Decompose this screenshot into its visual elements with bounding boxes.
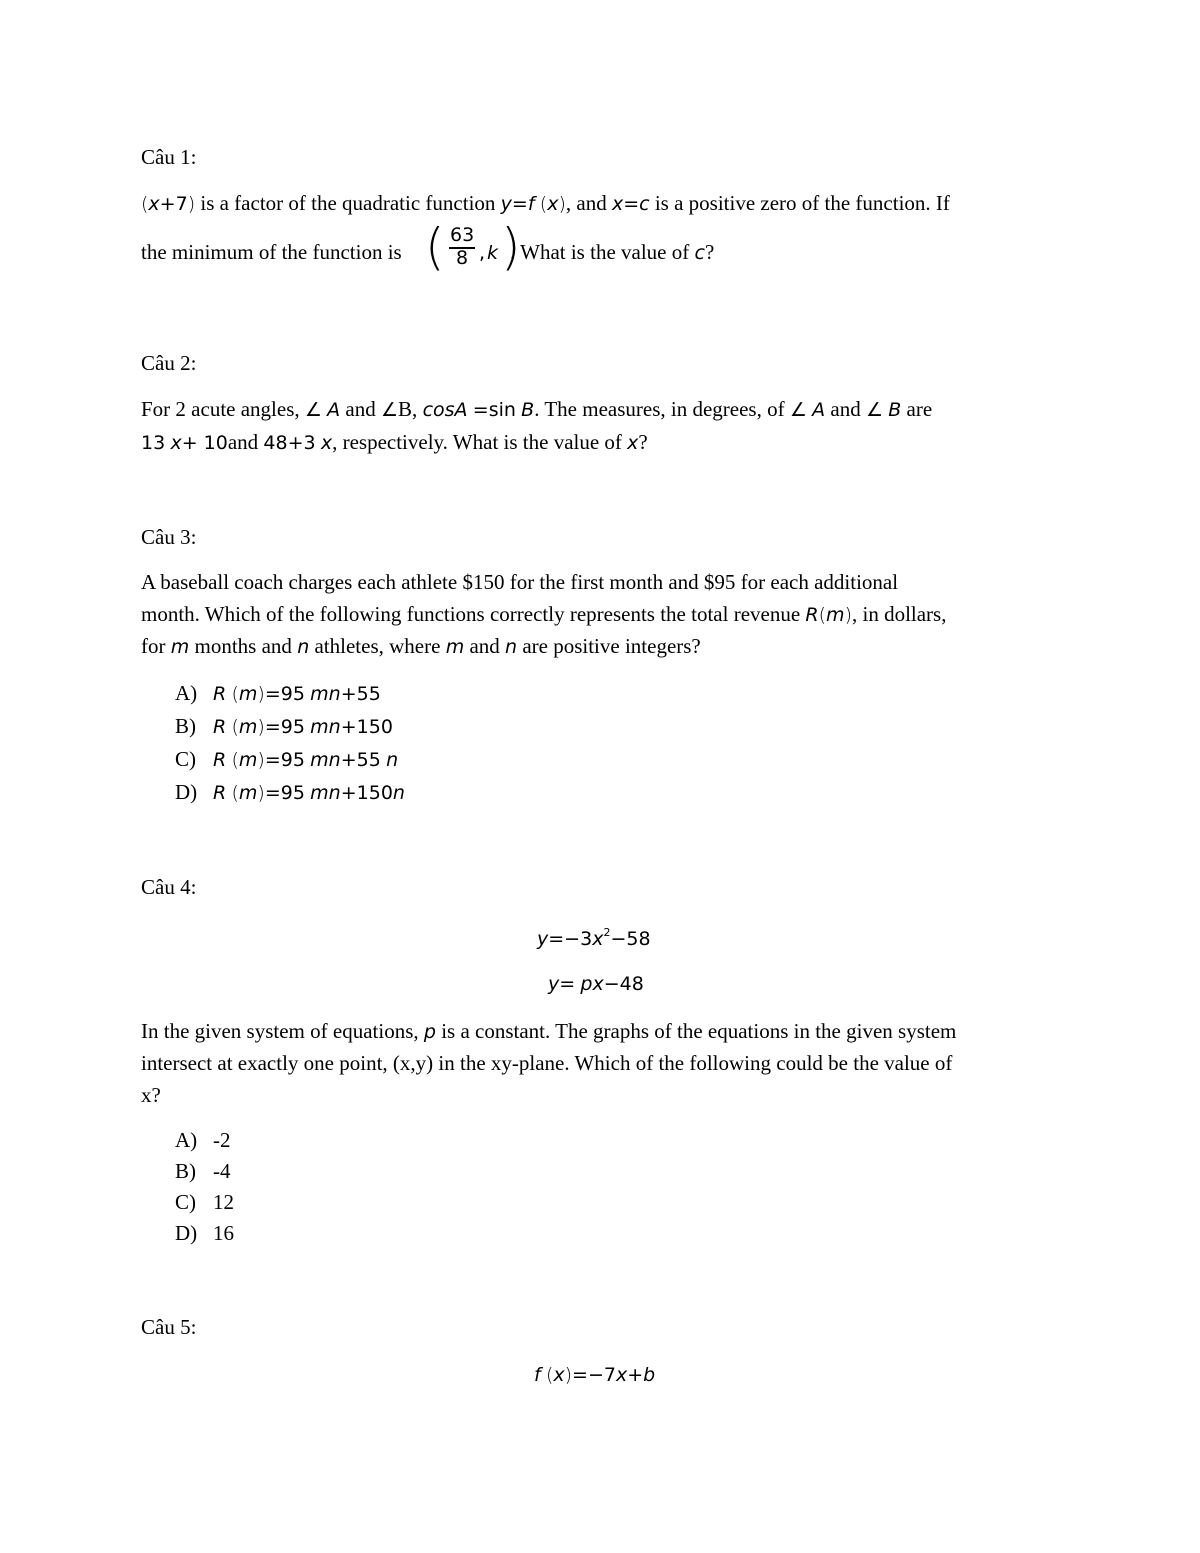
q3-option-close: ) [257,782,265,804]
q3-option-letter: B) [175,714,196,738]
q1-question-mark: ? [704,240,715,264]
q3-option-close: ) [257,749,265,771]
q5-func-f: f [534,1364,541,1386]
q2-angle-a: A [327,399,341,421]
question-5-label: Câu 5: [141,1315,197,1339]
q3-option-const: +150 [340,782,393,804]
q1-equals: = [511,193,528,215]
q3-text-1: month. Which of the following functions correctly represents the total revenue [141,602,801,626]
q3-option-letter: C) [175,747,196,771]
q5-close-paren: ) [564,1364,573,1386]
q4-option-letter: B) [175,1159,196,1183]
q2-and-1: and [345,397,376,421]
q2-angle-a-2: A [812,399,826,421]
q3-option-open: ( [231,716,239,738]
q5-plus: + [627,1364,644,1386]
q4-eq1-y: y [537,928,549,950]
q3-option-mn: mn [310,683,341,705]
q2-angle-symbol-2: ∠ [381,399,399,421]
q3-option-open: ( [231,683,239,705]
q2-var-x: x [627,432,639,454]
q2-expr-plus-10: + 10 [181,432,228,454]
q1-fraction-denominator: 8 [456,246,469,269]
q3-option-n: n [392,782,405,804]
question-3-line-1: A baseball coach charges each athlete $150 for the first month and $95 for each additional [141,570,899,594]
q3-option-b [175,716,393,737]
q2-equals-sin: =sin [472,399,516,421]
q4-option-value: -4 [213,1159,231,1183]
question-2-line-2 [141,432,648,453]
q1-close-paren: ) [187,193,196,215]
question-4-label: Câu 4: [141,875,197,899]
q5-equation [534,1364,655,1385]
q3-option-m: m [238,749,258,771]
q1-var-c: c [639,193,650,215]
q3-text-5: athletes, where [314,634,441,658]
q3-option-mn: mn [310,782,341,804]
q4-option-letter: D) [175,1221,198,1245]
q4-eq2-const: −48 [603,973,644,995]
q2-text-3: are [906,397,933,421]
q4-var-p: p [423,1021,436,1043]
q2-expr-48: 48+3 [263,432,316,454]
q2-expr-x2: x [320,432,333,454]
q2-angle-b: B, [398,397,418,421]
q3-option-open: ( [231,782,239,804]
q1-var-x2: x [611,193,624,215]
q3-option-m: m [238,683,258,705]
q4-option-c [175,1192,234,1213]
q5-var-x: x [553,1364,565,1386]
q3-text-2: , in dollars, [851,602,947,626]
q3-option-const: +150 [340,716,393,738]
q5-var-b: b [643,1364,656,1386]
q2-expr-x1: x [170,432,182,454]
q3-option-letter: D) [175,780,198,804]
q4-eq2-equals: = [559,973,576,995]
question-1-line-1 [141,193,950,214]
q4-eq2-px: px [580,973,604,995]
q3-option-open: ( [231,749,239,771]
q4-option-value: 16 [213,1221,234,1245]
question-3-label: Câu 3: [141,525,197,549]
q3-option-r: R [213,749,227,771]
question-1-line-2-text: the minimum of the function is [141,240,402,264]
question-4-line-2: intersect at exactly one point, (x,y) in the xy-plane. Which of the following could be the value of [141,1051,953,1075]
q2-question-mark: ? [638,430,648,454]
q3-var-m-2: m [170,636,190,658]
q3-option-m: m [238,716,258,738]
q5-coef: =−7 [572,1364,616,1386]
q3-var-n-2: n [505,636,518,658]
q3-option-n: n [386,749,399,771]
q2-angle-symbol-1: ∠ [304,399,322,421]
q3-option-mn: mn [310,749,341,771]
q4-option-d [175,1223,234,1244]
q1-func-f: f [527,193,535,215]
question-4-line-3: x? [141,1083,161,1107]
q1-fx-open: ( [539,193,548,215]
q2-sin-b: B [521,399,535,421]
q1-big-close-paren: ) [501,218,521,276]
q3-text-3: for [141,634,166,658]
q5-open-paren: ( [545,1364,554,1386]
q2-angle-symbol-3: ∠ [789,399,807,421]
q1-equals-2: = [623,193,640,215]
q4-equation-2 [548,973,644,994]
q4-text-1: In the given system of equations, [141,1019,419,1043]
q3-func-r: R [805,604,819,626]
q1-var-x: x [148,193,160,215]
q1-fraction [449,226,475,269]
q2-expr-13: 13 [141,432,166,454]
q1-var-k: k [487,242,499,264]
q3-option-close: ) [257,683,265,705]
q3-option-r: R [213,716,227,738]
q4-text-2: is a constant. The graphs of the equations in the given system [441,1019,957,1043]
q1-fx-x: x [547,193,559,215]
q3-text-7: are positive integers? [522,634,701,658]
q1-var-y: y [500,193,512,215]
question-3-line-3 [141,636,701,657]
q1-big-open-paren: ( [425,218,445,276]
q2-cos-a: cosA [422,399,468,421]
q4-eq1-exponent: 2 [603,926,611,939]
q2-and-2: and [830,397,861,421]
q1-fx-close: ) [558,193,566,215]
q1-open-paren: ( [141,193,149,215]
q3-option-mn: mn [310,716,341,738]
question-4-line-1 [141,1021,956,1042]
q3-option-r: R [213,782,227,804]
q4-option-b [175,1161,231,1182]
q3-var-m-3: m [445,636,465,658]
q3-option-m: m [238,782,258,804]
question-2-line-1 [141,399,932,420]
q3-option-r: R [213,683,227,705]
q1-point-comma: , [479,242,486,264]
q4-eq2-y: y [548,973,560,995]
q4-option-value: 12 [213,1190,234,1214]
q3-text-6: and [469,634,500,658]
q2-text-4: , respectively. What is the value of [332,430,622,454]
q4-eq1-coef: =−3 [548,928,593,950]
q4-option-letter: A) [175,1128,198,1152]
q3-option-eq: =95 [264,716,305,738]
q2-text-2: . The measures, in degrees, of [534,397,785,421]
question-2-label: Câu 2: [141,351,197,375]
q3-option-const: +55 [340,749,381,771]
q4-option-value: -2 [213,1128,231,1152]
q1-text-1: is a factor of the quadratic function [200,191,496,215]
q3-option-d [175,782,405,803]
q3-option-eq: =95 [264,782,305,804]
q3-option-close: ) [257,716,265,738]
q3-open-paren: ( [818,604,827,626]
q3-text-4: months and [194,634,292,658]
q4-equation-1 [537,927,651,949]
q3-option-eq: =95 [264,683,305,705]
question-1-label: Câu 1: [141,145,197,169]
q3-option-letter: A) [175,681,198,705]
q1-text-3: is a positive zero of the function. If [654,191,950,215]
q2-and-3: and [227,430,259,454]
q4-option-letter: C) [175,1190,196,1214]
q5-var-x2: x [615,1364,628,1386]
question-1-line-2-end [510,242,714,263]
q3-option-c [175,749,398,770]
q3-var-n: n [297,636,310,658]
question-3-line-2 [141,604,946,625]
q1-var-c2: c [694,242,705,264]
q4-eq1-x: x [592,928,604,950]
q2-angle-symbol-4: ∠ [865,399,883,421]
q2-angle-b-2: B [888,399,902,421]
q1-text-4: . What is the value of [510,240,690,264]
q3-option-const: +55 [340,683,381,705]
q3-option-a [175,683,381,704]
q3-close-paren: ) [844,604,852,626]
q4-eq1-const: −58 [610,928,651,950]
q1-fraction-numerator: 63 [449,226,475,249]
q1-text-2: , and [565,191,607,215]
q4-option-a [175,1130,231,1151]
q3-option-eq: =95 [264,749,305,771]
q1-plus-seven: +7 [159,193,188,215]
q3-var-m: m [826,604,845,626]
q2-text-1: For 2 acute angles, [141,397,300,421]
